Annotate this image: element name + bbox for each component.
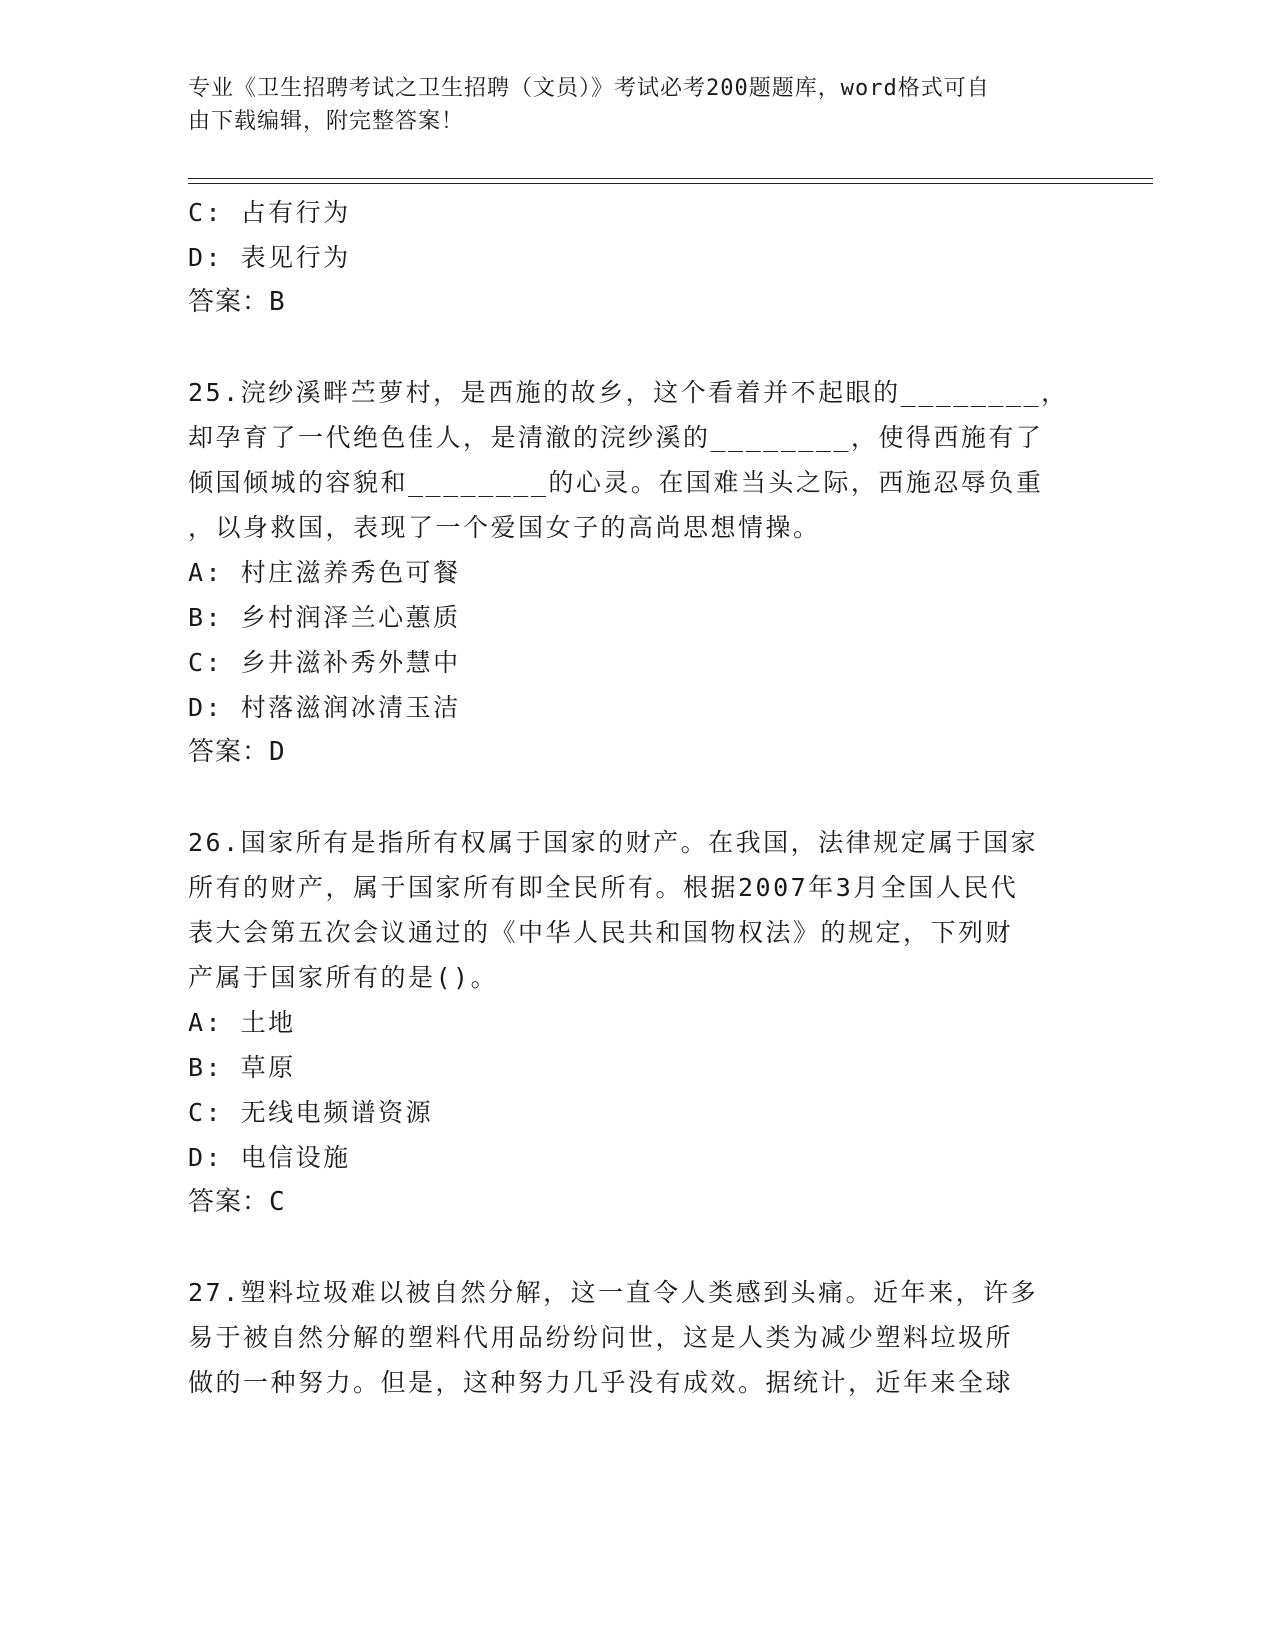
question-text-line: ，以身救国，表现了一个爱国女子的高尚思想情操。 [188, 513, 821, 542]
option-d: D: 村落滋润冰清玉洁 [188, 693, 461, 722]
option-a: A: 土地 [188, 1008, 296, 1037]
option-d: D: 电信设施 [188, 1143, 351, 1172]
answer-line: 答案：C [188, 1187, 286, 1217]
question-number: 26. [188, 828, 241, 857]
answer-line: 答案：B [188, 287, 286, 317]
header-title-line-2: 由下载编辑，附完整答案！ [188, 109, 465, 134]
header-title-line-1: 专业《卫生招聘考试之卫生招聘（文员）》考试必考200题题库，word格式可自 [188, 76, 990, 101]
question-text-line: 25.浣纱溪畔苎萝村，是西施的故乡，这个看着并不起眼的________， [188, 378, 1069, 407]
question-text-line: 表大会第五次会议通过的《中华人民共和国物权法》的规定，下列财 [188, 918, 1014, 947]
question-text-line: 产属于国家所有的是()。 [188, 963, 499, 992]
question-26 [188, 820, 1078, 1225]
question-text-line: 27.塑料垃圾难以被自然分解，这一直令人类感到头痛。近年来，许多 [188, 1278, 1039, 1307]
question-number: 25. [188, 378, 241, 407]
question-27 [188, 1270, 1078, 1405]
question-number: 27. [188, 1278, 241, 1307]
question-text-line: 所有的财产，属于国家所有即全民所有。根据2007年3月全国人民代 [188, 873, 1019, 902]
document-header [188, 72, 1078, 138]
question-25 [188, 370, 1078, 775]
option-d: D: 表见行为 [188, 243, 351, 272]
option-c: C: 无线电频谱资源 [188, 1098, 434, 1127]
option-b: B: 草原 [188, 1053, 296, 1082]
question-text-line: 易于被自然分解的塑料代用品纷纷问世，这是人类为减少塑料垃圾所 [188, 1323, 1014, 1352]
header-divider-top [188, 178, 1153, 179]
header-divider-bottom [188, 183, 1153, 184]
question-gap [188, 775, 1078, 820]
option-c: C: 占有行为 [188, 198, 351, 227]
answer-line: 答案：D [188, 737, 286, 767]
question-text-line: 26.国家所有是指所有权属于国家的财产。在我国，法律规定属于国家 [188, 828, 1039, 857]
question-text-line: 做的一种努力。但是，这种努力几乎没有成效。据统计，近年来全球 [188, 1368, 1014, 1397]
question-list [188, 190, 1078, 1405]
question-gap [188, 1225, 1078, 1270]
question-gap [188, 325, 1078, 370]
question-text-line: 却孕育了一代绝色佳人，是清澈的浣纱溪的________，使得西施有了 [188, 423, 1044, 452]
question-text-line: 倾国倾城的容貌和________的心灵。在国难当头之际，西施忍辱负重 [188, 468, 1044, 497]
option-b: B: 乡村润泽兰心蕙质 [188, 603, 461, 632]
option-c: C: 乡井滋补秀外慧中 [188, 648, 461, 677]
question-24-tail [188, 190, 1078, 325]
option-a: A: 村庄滋养秀色可餐 [188, 558, 461, 587]
